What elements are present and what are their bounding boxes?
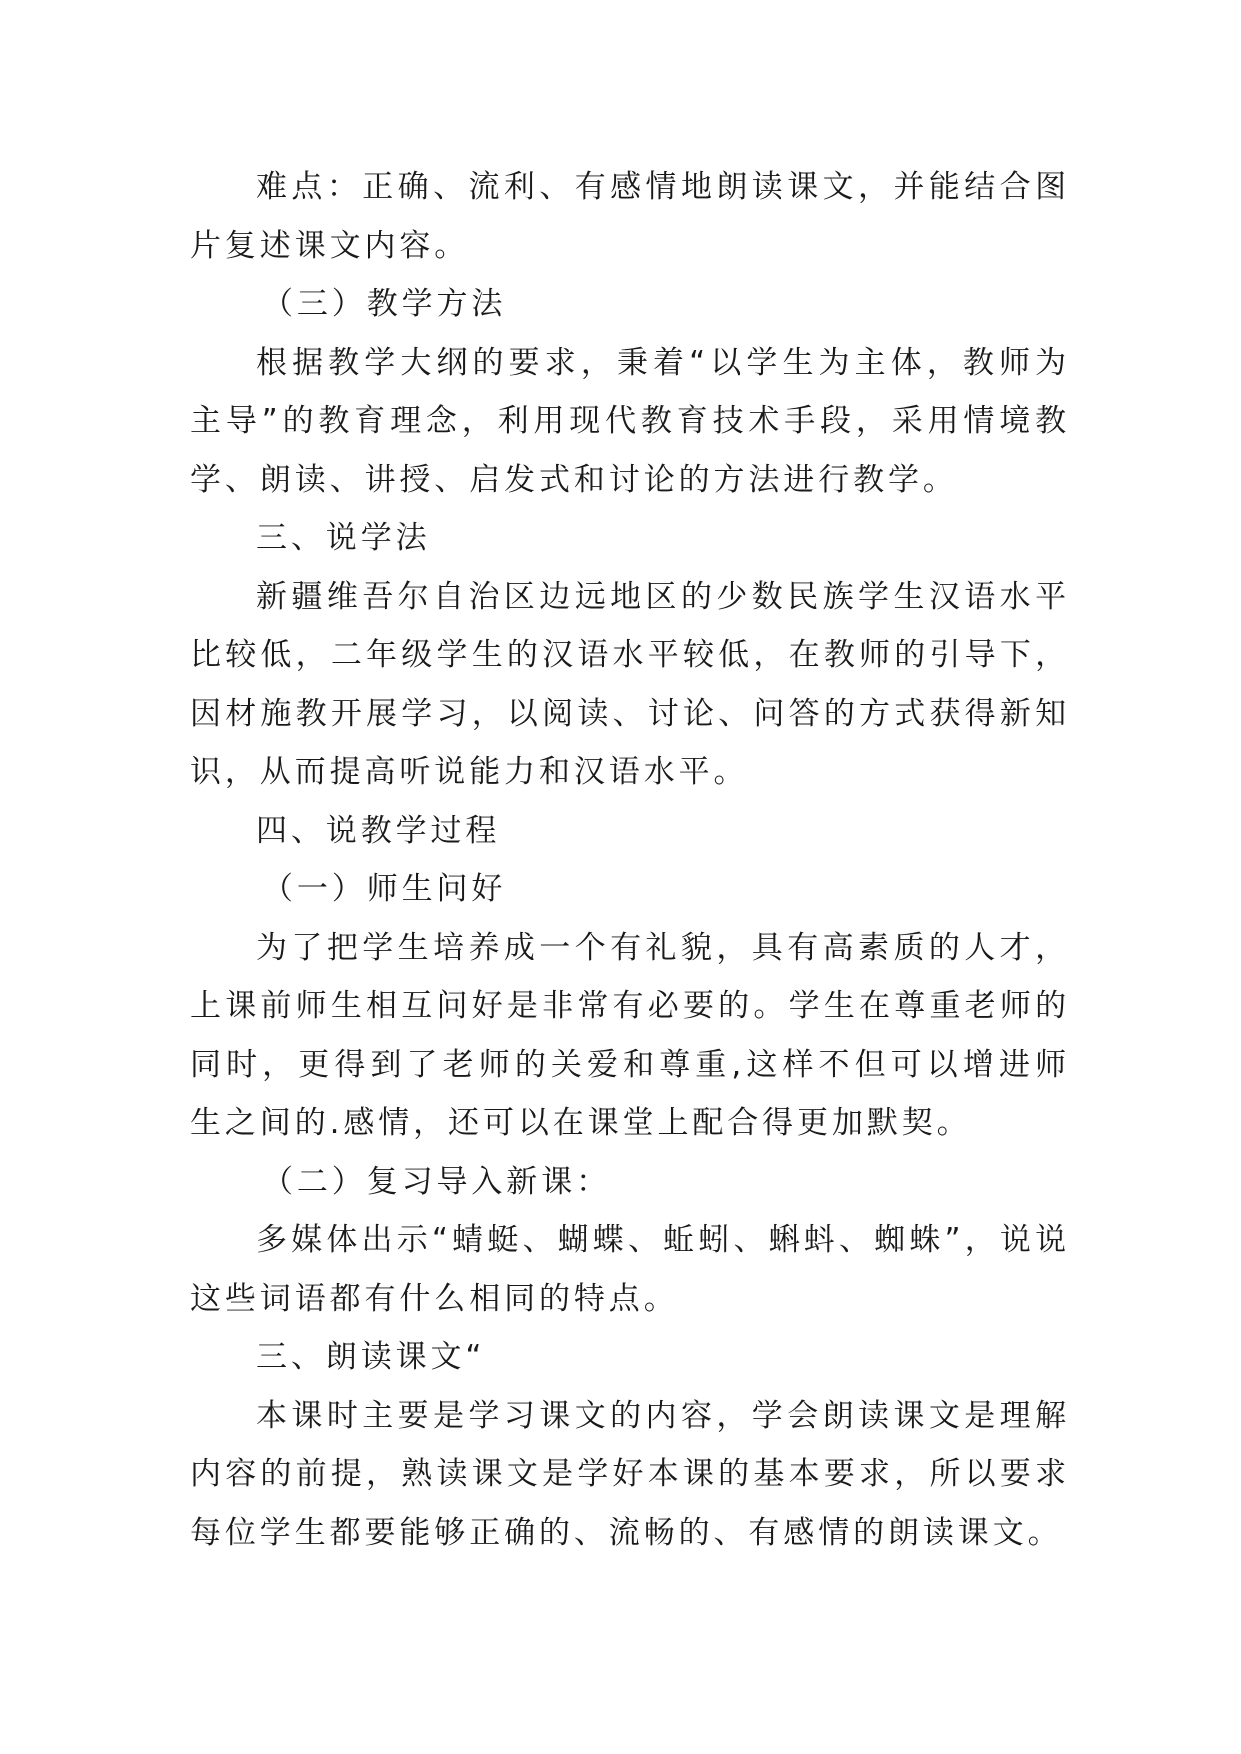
paragraph-difficulty: 难点：正确、流利、有感情地朗读课文，并能结合图片复述课文内容。 [190,169,1070,264]
heading-reading: 三、朗读课文“ [256,1339,486,1375]
paragraph-learning-methods: 新疆维吾尔自治区边远地区的少数民族学生汉语水平比较低，二年级学生的汉语水平较低，在教师的引导下，因材施教开展学习，以阅读、讨论、问答的方式获得新知识，从而提高听说能力和汉语水平。 [190,578,1070,790]
paragraph-teaching-methods: 根据教学大纲的要求，秉着“以学生为主体，教师为主导”的教育理念，利用现代教育技术手段，采用情境教学、朗读、讲授、启发式和讨论的方法进行教学。 [190,344,1070,498]
heading-teaching-methods: （三）教学方法 [262,286,507,322]
document-body [190,158,1070,1562]
heading-review: （二）复习导入新课： [262,1163,611,1200]
heading-learning-methods: 三、说学法 [256,520,431,556]
paragraph-review: 多媒体出示“蜻蜓、蝴蝶、蚯蚓、蝌蚪、蜘蛛”，说说这些词语都有什么相同的特点。 [190,1222,1070,1317]
paragraph-greeting: 为了把学生培养成一个有礼貌，具有高素质的人才，上课前师生相互问好是非常有必要的。学生在尊重老师的同时，更得到了老师的关爱和尊重,这样不但可以增进师生之间的.感情，还可以在课堂上配合得更加默契。 [190,929,1070,1141]
heading-teaching-process: 四、说教学过程 [256,812,501,849]
heading-greeting: （一）师生问好 [262,871,507,907]
paragraph-reading: 本课时主要是学习课文的内容，学会朗读课文是理解内容的前提，熟读课文是学好本课的基本要求，所以要求每位学生都要能够正确的、流畅的、有感情的朗读课文。 [190,1397,1070,1551]
